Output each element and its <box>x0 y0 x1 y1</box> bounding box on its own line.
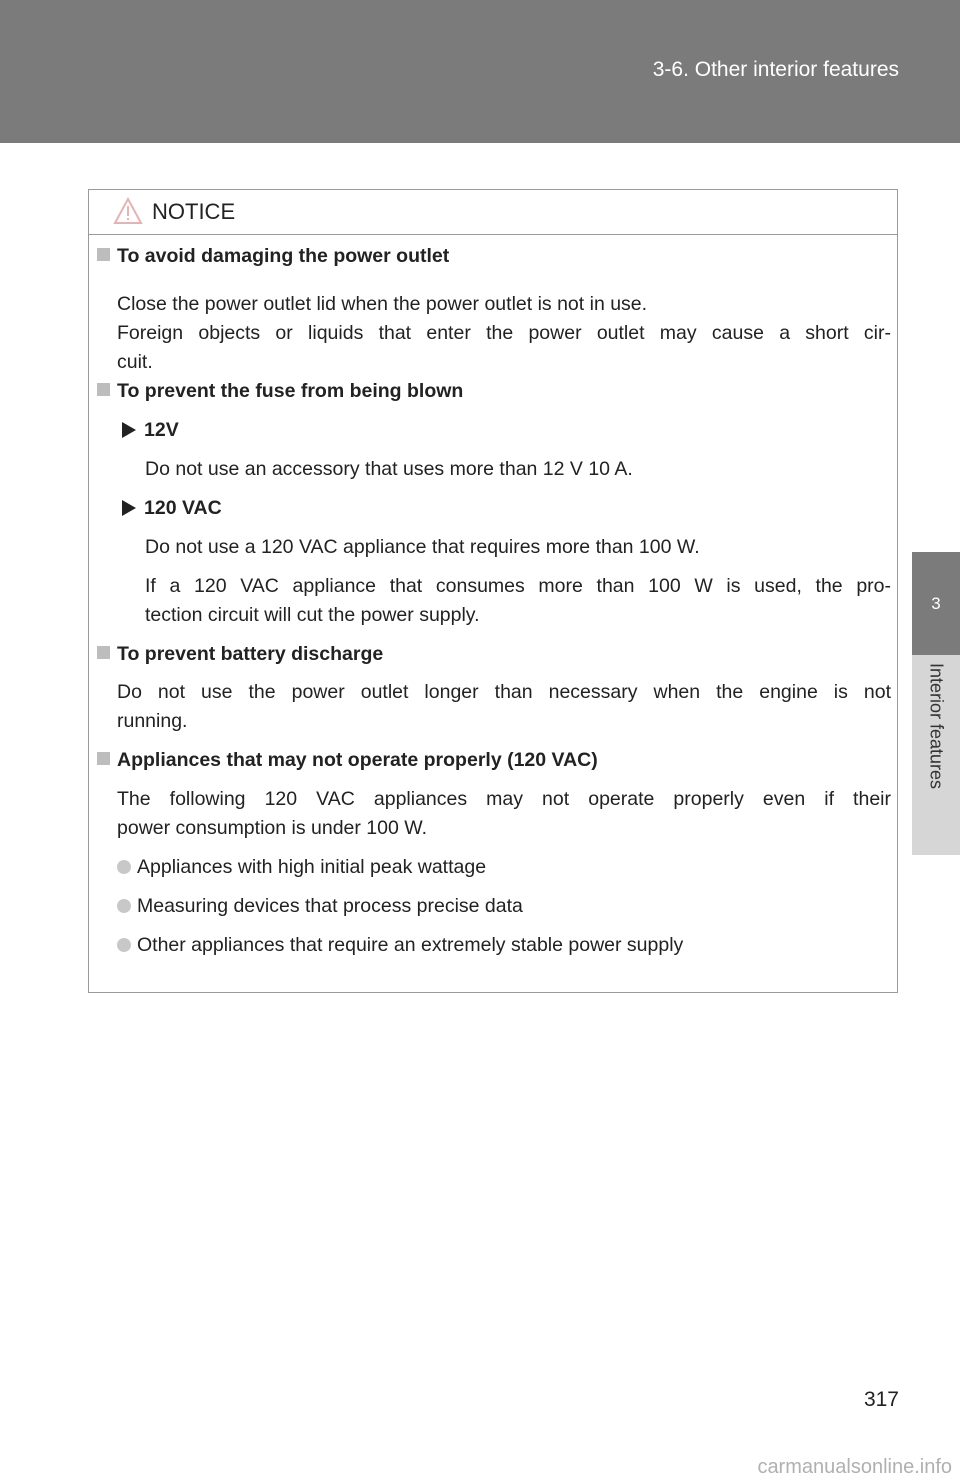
list-item: Appliances with high initial peak wattage <box>117 853 486 882</box>
section-heading: To avoid damaging the power outlet <box>97 242 449 271</box>
body-text: tection circuit will cut the power supply. <box>145 604 480 626</box>
circle-bullet-icon <box>117 899 131 913</box>
watermark: carmanualsonline.info <box>757 1456 952 1478</box>
square-bullet-icon <box>97 752 110 765</box>
square-bullet-icon <box>97 646 110 659</box>
list-item: Other appliances that require an extremely stable power supply <box>117 931 683 960</box>
body-text: Do not use an accessory that uses more than 12 V 10 A. <box>145 458 633 480</box>
section-heading: To prevent battery discharge <box>97 640 383 669</box>
body-text: running. <box>117 710 188 732</box>
body-text: Close the power outlet lid when the power outlet is not in use. <box>117 293 648 315</box>
chapter-tab-number: 3 <box>912 552 960 655</box>
section-heading: To prevent the fuse from being blown <box>97 377 463 406</box>
body-text: Foreign objects or liquids that enter the power outlet may cause a short cir- <box>117 322 891 344</box>
chapter-tab-label <box>912 655 960 855</box>
section-title: 3-6. Other interior features <box>652 58 899 81</box>
notice-header <box>89 190 897 235</box>
notice-title: NOTICE <box>152 199 236 224</box>
warning-triangle-icon <box>113 197 143 225</box>
square-bullet-icon <box>97 383 110 396</box>
chapter-label-text: Interior features <box>926 663 947 790</box>
body-text: If a 120 VAC appliance that consumes more than 100 W is used, the pro- <box>145 575 891 597</box>
circle-bullet-icon <box>117 860 131 874</box>
page-number: 317 <box>863 1388 899 1411</box>
sub-item-label: 120 VAC <box>122 494 222 523</box>
notice-box <box>88 189 898 993</box>
body-text: The following 120 VAC appliances may not operate properly even if their <box>117 788 891 810</box>
square-bullet-icon <box>97 248 110 261</box>
body-text: Do not use the power outlet longer than necessary when the engine is not <box>117 681 891 703</box>
page-header <box>0 0 960 143</box>
body-text: Do not use a 120 VAC appliance that requires more than 100 W. <box>145 536 700 558</box>
body-text: power consumption is under 100 W. <box>117 817 428 839</box>
arrow-right-icon <box>122 500 136 516</box>
arrow-right-icon <box>122 422 136 438</box>
section-heading: Appliances that may not operate properly (120 VAC) <box>97 746 598 775</box>
body-text: cuit. <box>117 351 153 373</box>
list-item: Measuring devices that process precise data <box>117 892 523 921</box>
circle-bullet-icon <box>117 938 131 952</box>
sub-item-label: 12V <box>122 416 179 445</box>
